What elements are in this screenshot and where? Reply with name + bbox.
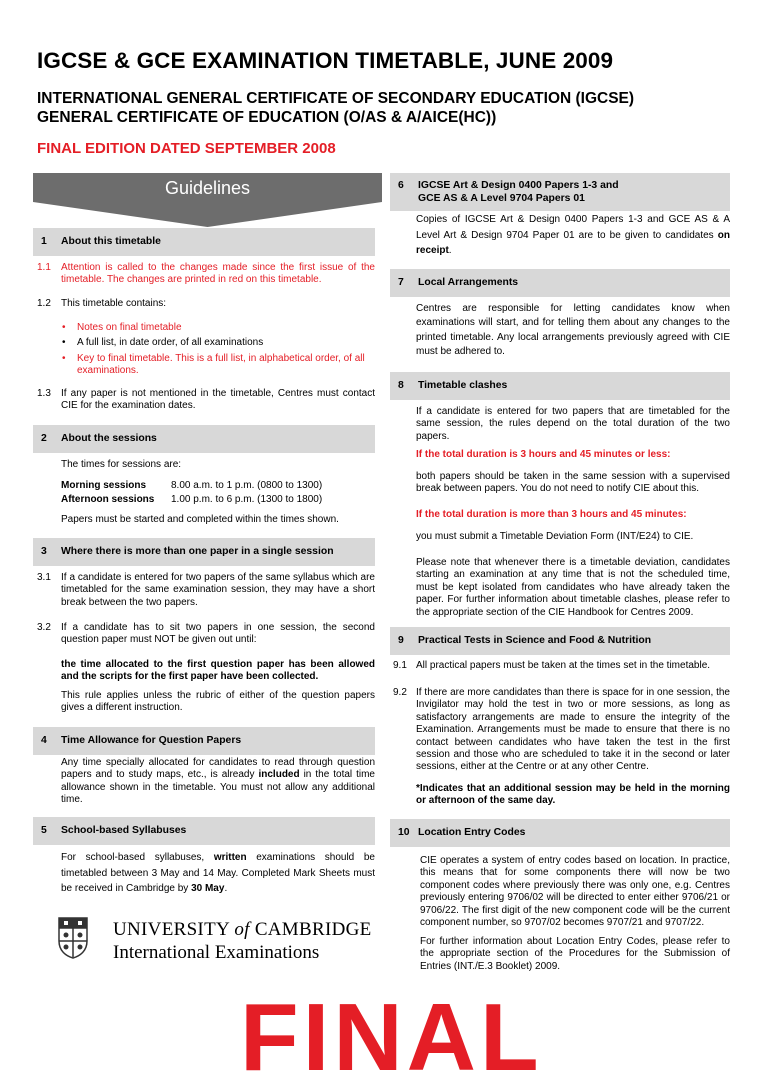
logo-university <box>113 919 372 941</box>
clashes-rule-1: If the total duration is 3 hours and 45 minutes or less: <box>416 449 671 460</box>
clashes-text-1: both papers should be taken in the same session with a supervised break between papers. You do not need to notify CIE about this. <box>416 471 730 495</box>
bold-rule: the time allocated to the first question paper has been allowed and the scripts for the first paper have been collected. <box>61 659 375 683</box>
session-time: 1.00 p.m. to 6 p.m. (1300 to 1800) <box>171 494 323 505</box>
list-item: • Key to final timetable. This is a full list, in alphabetical order, of all examinations. <box>61 353 375 378</box>
text-run: . <box>448 245 452 256</box>
clashes-text-3: Please note that whenever there is a timetable deviation, candidates starting an examination at any time that is not the scheduled time, must be kept isolated from candidates who have already taken the paper. For further information about timetable clashes, please refer to the appropriate section of the CIE Handbook for Centres 2009. <box>416 557 730 618</box>
school-based-text <box>61 850 375 897</box>
clashes-text-2: you must submit a Timetable Deviation Form (INT/E24) to CIE. <box>416 531 694 542</box>
section-number: 7 <box>398 276 404 288</box>
logo-text: UNIVERSITY <box>113 919 230 940</box>
section-title: Practical Tests in Science and Food & Nutrition <box>418 634 652 646</box>
section-6-header <box>390 173 730 211</box>
session-label: Afternoon sessions <box>61 494 155 505</box>
art-design-text <box>416 212 730 259</box>
paragraph-3-2: If a candidate has to sit two papers in one session, the second question paper must NOT be given out until: <box>61 622 375 646</box>
paragraph-1-1: Attention is called to the changes made since the first issue of the timetable. The changes are printed in red on this timetable. <box>61 262 375 286</box>
section-7-header <box>390 269 730 297</box>
text-run: examinations should be timetabled between 3 May and 14 May. Completed Mark Sheets must be received in Cambridge by <box>61 852 375 894</box>
section-1-header <box>33 228 375 256</box>
section-3-header <box>33 538 375 566</box>
section-title: About this timetable <box>61 235 161 247</box>
section-title: School-based Syllabuses <box>61 824 187 836</box>
paragraph-1-3: If any paper is not mentioned in the timetable, Centres must contact CIE for the examination dates. <box>61 388 375 412</box>
section-title <box>418 179 619 205</box>
para-number: 1.3 <box>37 388 51 399</box>
clashes-rule-2: If the total duration is more than 3 hours and 45 minutes: <box>416 509 687 520</box>
contents-list <box>61 322 375 381</box>
logo-text: of <box>234 919 250 940</box>
list-item: • A full list, in date order, of all examinations <box>61 337 375 349</box>
section-title: Timetable clashes <box>418 379 508 391</box>
cambridge-shield-icon <box>58 917 88 959</box>
section-number: 8 <box>398 379 404 391</box>
sessions-intro: The times for sessions are: <box>61 459 182 470</box>
para-number: 1.1 <box>37 262 51 273</box>
title-line: GCE AS & A Level 9704 Papers 01 <box>418 193 585 204</box>
subtitle-line-1: INTERNATIONAL GENERAL CERTIFICATE OF SECONDARY EDUCATION (IGCSE) <box>37 90 635 107</box>
sessions-note: Papers must be started and completed within the times shown. <box>61 514 339 525</box>
morning-session-row <box>61 480 322 492</box>
para-number: 9.1 <box>393 660 407 671</box>
clashes-intro: If a candidate is entered for two papers that are timetabled for the same session, the rules depend on the total duration of the two papers. <box>416 406 730 442</box>
section-number: 4 <box>41 734 47 746</box>
entry-codes-text-2: For further information about Location Entry Codes, please refer to the appropriate section of the Procedures for the Submission of Entries (INT./E.3 Booklet) 2009. <box>420 936 730 972</box>
entry-codes-text-1: CIE operates a system of entry codes based on location. In practice, this means that for some components there will now be two component codes where previously there was only one, e.g. Centres previously entering 9706/02 will be directed to enter either 9706/21 or 9706/22. The first digit of the new component code will be the current component number, so 9707/02 becomes 9707/21 and 9707/22. <box>420 855 730 929</box>
rule-note: This rule applies unless the rubric of either of the question papers gives a different instruction. <box>61 690 375 714</box>
text-run: . <box>224 883 228 894</box>
section-4-header <box>33 727 375 755</box>
para-number: 3.1 <box>37 572 51 583</box>
subtitle-line-2: GENERAL CERTIFICATE OF EDUCATION (O/AS & A/AICE(HC)) <box>37 109 497 126</box>
logo-subtitle: International Examinations <box>113 942 320 963</box>
final-watermark: FINAL <box>240 984 543 1091</box>
section-number: 10 <box>398 826 410 838</box>
section-number: 5 <box>41 824 47 836</box>
text-run: For school-based syllabuses, <box>61 852 214 863</box>
subtitle <box>37 89 634 127</box>
section-title: Where there is more than one paper in a single session <box>61 545 334 557</box>
paragraph-9-2: If there are more candidates than there is space for in one session, the Invigilator may hold the test in two or more sessions, as long as satisfactory arrangements are made to ensure the integrity of the Examination. Arrangements must be made to ensure that there is no contact between candidates who have taken the test in the first session and those who are scheduled to take it in the second or later sessions, either at the Centre or at any other Centre. <box>416 687 730 773</box>
text-run: 30 May <box>191 883 225 894</box>
section-number: 3 <box>41 545 47 557</box>
para-number: 1.2 <box>37 298 51 309</box>
additional-session-note: *Indicates that an additional session may be held in the morning or afternoon of the same day. <box>416 783 730 807</box>
section-number: 2 <box>41 432 47 444</box>
edition-label: FINAL EDITION DATED SEPTEMBER 2008 <box>37 140 336 157</box>
paragraph-1-2: This timetable contains: <box>61 298 167 309</box>
local-arrangements-text: Centres are responsible for letting candidates know when examinations will start, and for telling them about any changes to the printed timetable. Any local arrangements previously agreed with CIE must be adhered to. <box>416 303 730 358</box>
section-5-header <box>33 817 375 845</box>
session-label: Morning sessions <box>61 480 147 491</box>
section-10-header <box>390 819 730 847</box>
section-number: 6 <box>398 180 404 191</box>
afternoon-session-row <box>61 494 322 506</box>
section-title: Location Entry Codes <box>418 826 526 838</box>
title-line: IGCSE Art & Design 0400 Papers 1-3 and <box>418 180 619 191</box>
paragraph-3-1: If a candidate is entered for two papers of the same syllabus which are timetabled for the same examination session, they may have a short break between the two papers. <box>61 572 375 608</box>
section-8-header <box>390 372 730 400</box>
section-title: About the sessions <box>61 432 157 444</box>
section-9-header <box>390 627 730 655</box>
section-number: 1 <box>41 235 47 247</box>
text-run: written <box>213 852 247 863</box>
time-allowance-text <box>61 757 375 807</box>
text-run: in the total time allowance shown in the timetable. You must not allow any additional time. <box>61 769 375 806</box>
section-2-header <box>33 425 375 453</box>
logo-text: CAMBRIDGE <box>254 919 372 940</box>
text-run: Copies of IGCSE Art & Design 0400 Papers 1-3 and GCE AS & A Level Art & Design 9704 Paper 01 are to be given to candidates <box>416 214 730 241</box>
list-item: • Notes on final timetable <box>61 322 375 334</box>
section-title: Local Arrangements <box>418 276 519 288</box>
guidelines-label: Guidelines <box>164 178 251 198</box>
section-title: Time Allowance for Question Papers <box>61 734 242 746</box>
para-number: 9.2 <box>393 687 407 698</box>
page-title: IGCSE & GCE EXAMINATION TIMETABLE, JUNE 2009 <box>37 48 614 73</box>
text-run: included <box>258 769 300 781</box>
text-run: Any time specially allocated for candidates to read through question papers and to study maps, etc., is already <box>61 757 375 781</box>
para-number: 3.2 <box>37 622 51 633</box>
paragraph-9-1: All practical papers must be taken at the times set in the timetable. <box>416 660 711 671</box>
section-number: 9 <box>398 634 404 646</box>
text-run: on receipt <box>416 229 730 256</box>
session-time: 8.00 a.m. to 1 p.m. (0800 to 1300) <box>171 480 323 491</box>
